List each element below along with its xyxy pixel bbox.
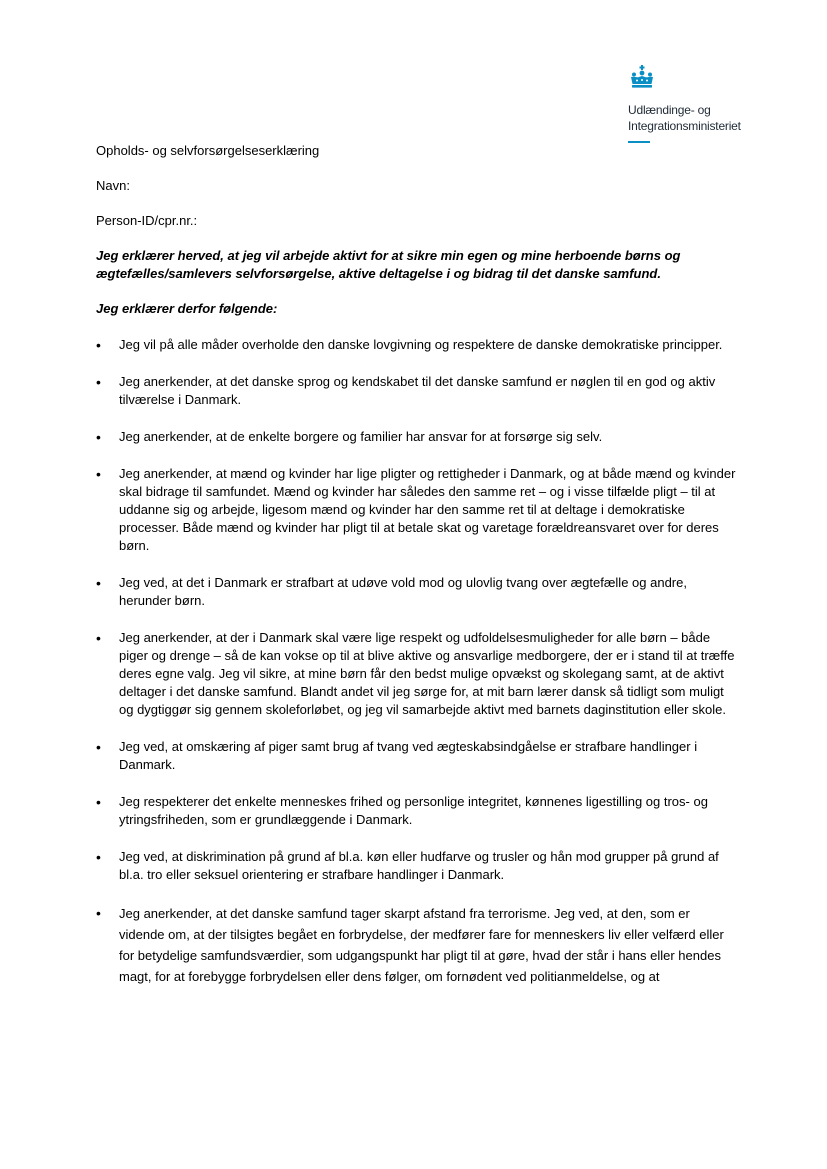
bullet-icon <box>96 428 108 447</box>
bullet-icon <box>96 793 108 812</box>
list-item <box>96 738 736 774</box>
list-item <box>96 373 736 409</box>
ministry-name-line2: Integrationsministeriet <box>628 119 741 133</box>
list-item <box>96 793 736 829</box>
declaration-list <box>96 336 736 987</box>
list-item <box>96 903 736 987</box>
list-item-text: Jeg anerkender, at mænd og kvinder har lige pligter og rettigheder i Danmark, og at både mænd og kvinder skal bidrage til samfundet. Mænd og kvinder har således den samme ret – og i visse tilfælde pligt – til at uddanne sig og arbejde, ligesom mænd og kvinder har den samme ret til at deltage i demokratiske processer. Både mænd og kvinder har pligt til at betale skat og varetage forældreansvaret over for deres børn. <box>119 466 736 553</box>
list-item-text: Jeg anerkender, at det danske sprog og kendskabet til det danske samfund er nøglen til en god og aktiv tilværelse i Danmark. <box>119 374 716 407</box>
list-item-text: Jeg ved, at omskæring af piger samt brug af tvang ved ægteskabsindgåelse er strafbare handlinger i Danmark. <box>119 739 698 772</box>
list-item <box>96 848 736 884</box>
ministry-name-line1: Udlændinge- og <box>628 103 711 117</box>
list-item-text: Jeg ved, at det i Danmark er strafbart at udøve vold mod og ulovlig tvang over ægtefælle og andre, herunder børn. <box>119 575 687 608</box>
bullet-icon <box>96 465 108 484</box>
document-body <box>96 142 736 1006</box>
crown-icon <box>628 64 656 92</box>
name-field-label: Navn: <box>96 178 130 193</box>
list-item-text: Jeg respekterer det enkelte menneskes frihed og personlige integritet, kønnenes ligestilling og tros- og ytringsfriheden, som er grundlæggende i Danmark. <box>119 794 708 827</box>
document-title: Opholds- og selvforsørgelseserklæring <box>96 143 320 158</box>
list-item <box>96 574 736 610</box>
list-item <box>96 465 736 555</box>
bullet-icon <box>96 848 108 867</box>
ministry-name <box>628 102 758 134</box>
list-item <box>96 336 736 354</box>
bullet-icon <box>96 336 108 355</box>
list-item-text: Jeg anerkender, at de enkelte borgere og familier har ansvar for at forsørge sig selv. <box>119 429 603 444</box>
list-item-text: Jeg ved, at diskrimination på grund af bl.a. køn eller hudfarve og trusler og hån mod grupper på grund af bl.a. tro eller seksuel orientering er strafbare handlinger i Danmark. <box>119 849 719 882</box>
declaration-intro: Jeg erklærer derfor følgende: <box>96 301 278 316</box>
list-item <box>96 428 736 446</box>
bullet-icon <box>96 738 108 757</box>
list-item-text: Jeg vil på alle måder overholde den danske lovgivning og respektere de danske demokratiske principper. <box>119 337 723 352</box>
bullet-icon <box>96 903 108 924</box>
id-field-label: Person-ID/cpr.nr.: <box>96 213 198 228</box>
list-item-text: Jeg anerkender, at det danske samfund tager skarpt afstand fra terrorisme. Jeg ved, at den, som er vidende om, at der tilsigtes begået en forbrydelse, der medfører fare for menneskers liv eller velfærd eller for betydelige samfundsværdier, som udgangspunkt har pligt til at gøre, hvad der står i hans eller hendes magt, for at forebygge forbrydelsen eller dens følger, om fornødent ved politianmeldelse, og at <box>119 906 724 984</box>
declaration-statement: Jeg erklærer herved, at jeg vil arbejde aktivt for at sikre min egen og mine herboende børns og ægtefælles/samlevers selvforsørgelse, aktive deltagelse i og bidrag til det danske samfund. <box>96 248 681 281</box>
list-item <box>96 629 736 719</box>
bullet-icon <box>96 629 108 648</box>
bullet-icon <box>96 373 108 392</box>
list-item-text: Jeg anerkender, at der i Danmark skal være lige respekt og udfoldelsesmuligheder for alle børn – både piger og drenge – så de kan vokse op til at blive aktive og ansvarlige medborgere, der er i stand til at træffe deres egne valg. Jeg vil sikre, at mine børn får den bedst mulige opvækst og skolegang samt, at de aktivt deltager i det danske samfund. Blandt andet vil jeg sørge for, at mit barn lærer dansk så tidligt som muligt og dygtiggør sig gennem skoleforløbet, og jeg vil samarbejde aktivt med barnets daginstitution eller skole. <box>119 630 735 717</box>
bullet-icon <box>96 574 108 593</box>
